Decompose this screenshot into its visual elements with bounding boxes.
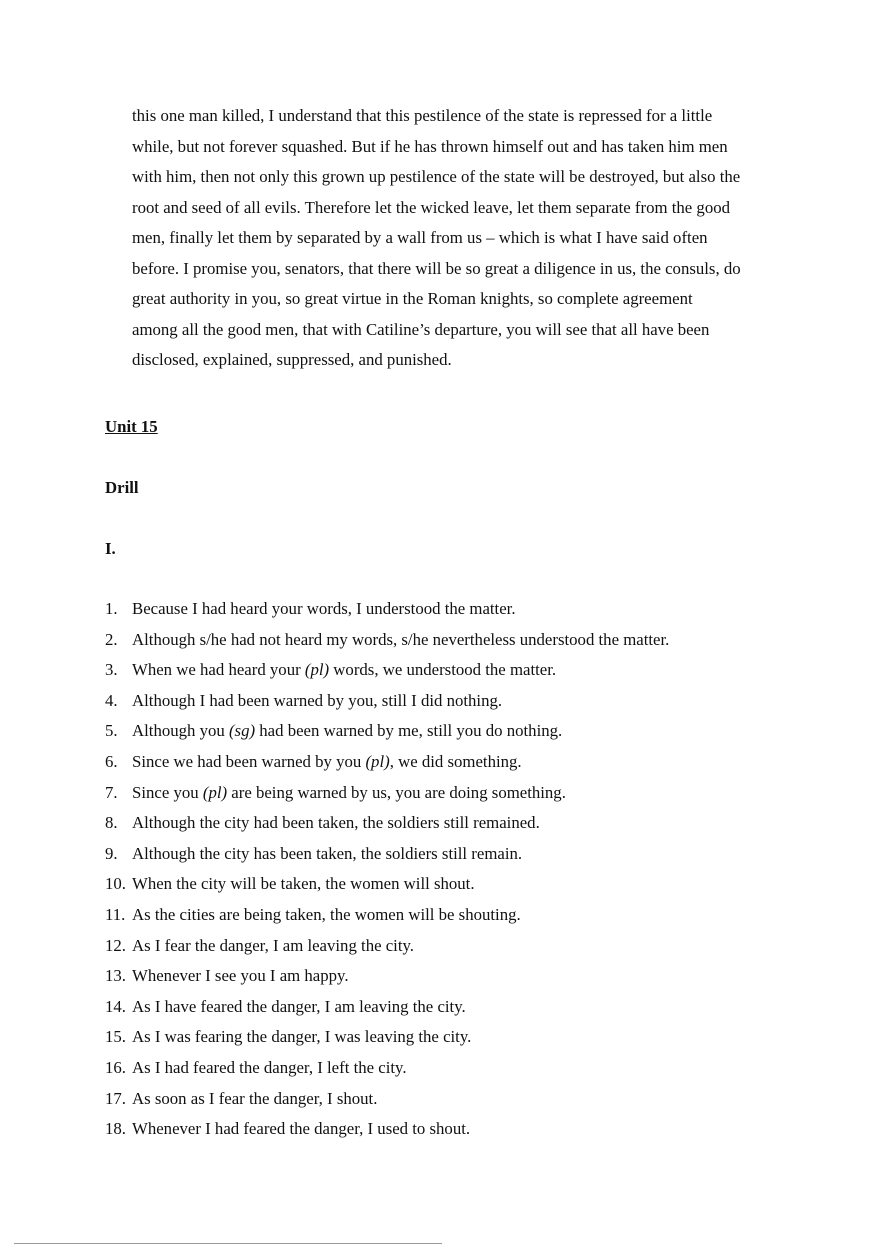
drill-item — [105, 1053, 825, 1084]
drill-item-number: 8. — [105, 813, 118, 833]
passage-line: with him, then not only this grown up pestilence of the state will be destroyed, but also the — [132, 167, 741, 186]
drill-item-text: Although the city had been taken, the soldiers still remained. — [132, 813, 540, 833]
drill-item — [105, 716, 825, 747]
passage-line: this one man killed, I understand that this pestilence of the state is repressed for a little — [132, 106, 713, 125]
drill-item-number: 12. — [105, 935, 126, 955]
drill-item — [105, 625, 825, 656]
drill-item-text: had been warned by me, still you do nothing. — [255, 721, 563, 741]
passage-line: disclosed, explained, suppressed, and punished. — [132, 350, 452, 369]
drill-item — [105, 869, 825, 900]
drill-item-number: 18. — [105, 1119, 126, 1139]
drill-item-number: 3. — [105, 660, 118, 680]
drill-item-number: 17. — [105, 1088, 126, 1108]
drill-item — [105, 594, 825, 625]
drill-item — [105, 808, 825, 839]
drill-item-number: 13. — [105, 966, 126, 986]
drill-item — [105, 747, 825, 778]
drill-item — [105, 1114, 825, 1145]
drill-item-number: 10. — [105, 874, 126, 894]
drill-item-text: Since we had been warned by you — [132, 751, 366, 771]
drill-item-text: As I have feared the danger, I am leaving the city. — [132, 996, 466, 1016]
drill-item-text: As I fear the danger, I am leaving the city. — [132, 935, 415, 955]
drill-item-text: Whenever I see you I am happy. — [132, 966, 349, 986]
drill-item — [105, 931, 825, 962]
drill-heading: Drill — [105, 478, 139, 497]
drill-item-text: When the city will be taken, the women will shout. — [132, 874, 475, 894]
drill-list — [105, 594, 825, 1145]
drill-item-text: words, we understood the matter. — [329, 660, 557, 680]
drill-item — [105, 686, 825, 717]
drill-item-number: 14. — [105, 996, 126, 1016]
drill-item — [105, 839, 825, 870]
drill-item-text: Whenever I had feared the danger, I used to shout. — [132, 1119, 471, 1139]
drill-item-number: 6. — [105, 751, 118, 771]
drill-item-text: , we did something. — [389, 751, 522, 771]
drill-item-note: (sg) — [228, 721, 256, 741]
drill-item — [105, 778, 825, 809]
drill-item-number: 1. — [105, 599, 118, 618]
drill-item — [105, 1022, 825, 1053]
passage-line: men, finally let them by separated by a wall from us – which is what I have said often — [132, 228, 708, 247]
unit-heading: Unit 15 — [105, 417, 158, 436]
footnote-rule — [14, 1243, 442, 1244]
drill-item-text: As soon as I fear the danger, I shout. — [132, 1088, 378, 1108]
drill-item — [105, 992, 825, 1023]
drill-item-number: 7. — [105, 782, 118, 802]
drill-item-text: Since you — [132, 782, 203, 802]
drill-item-note: (pl) — [304, 660, 330, 680]
passage-paragraph — [132, 101, 792, 376]
drill-item — [105, 900, 825, 931]
drill-item-number: 2. — [105, 629, 118, 649]
drill-item-text: are being warned by us, you are doing something. — [227, 782, 566, 802]
drill-item-text: As the cities are being taken, the women will be shouting. — [132, 904, 521, 924]
drill-item — [105, 961, 825, 992]
drill-item-number: 11. — [105, 904, 126, 924]
passage-line: while, but not forever squashed. But if he has thrown himself out and has taken him men — [132, 136, 728, 156]
drill-item-note: (pl) — [202, 782, 228, 802]
drill-item-text: As I had feared the danger, I left the city. — [132, 1057, 407, 1077]
drill-item-number: 15. — [105, 1027, 126, 1047]
section-heading: I. — [105, 539, 116, 558]
drill-item-text: As I was fearing the danger, I was leaving the city. — [132, 1027, 472, 1047]
drill-item-text: Because I had heard your words, I understood the matter. — [132, 599, 516, 618]
drill-item-text: Although s/he had not heard my words, s/he nevertheless understood the matter. — [132, 629, 670, 649]
drill-item-text: Although the city has been taken, the soldiers still remain. — [132, 843, 523, 863]
drill-item-note: (pl) — [365, 751, 390, 771]
drill-item — [105, 655, 825, 686]
drill-item-text: When we had heard your — [132, 660, 305, 680]
drill-item — [105, 1084, 825, 1115]
passage-line: before. I promise you, senators, that there will be so great a diligence in us, the consuls, do — [132, 258, 741, 278]
drill-item-number: 9. — [105, 843, 118, 863]
passage-line: among all the good men, that with Catiline’s departure, you will see that all have been — [132, 319, 710, 339]
passage-line: great authority in you, so great virtue in the Roman knights, so complete agreement — [132, 289, 693, 308]
drill-item-number: 4. — [105, 690, 118, 710]
passage-line: root and seed of all evils. Therefore let the wicked leave, let them separate from the good — [132, 197, 730, 217]
drill-item-number: 5. — [105, 721, 118, 741]
drill-item-text: Although you — [132, 721, 229, 741]
drill-item-text: Although I had been warned by you, still I did nothing. — [132, 690, 503, 710]
drill-item-number: 16. — [105, 1057, 126, 1077]
